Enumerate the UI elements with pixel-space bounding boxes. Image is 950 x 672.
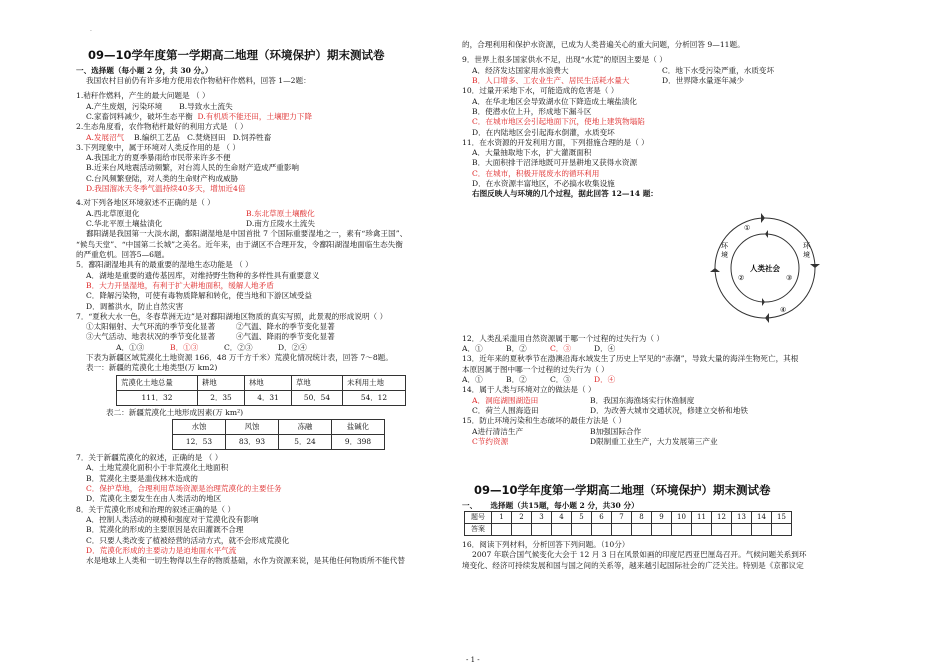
answer-blank[interactable] — [512, 524, 532, 536]
arrow-icon — [710, 268, 720, 272]
passage: 2007 年联合国气候变化大会于 12 月 3 日在风景如画的印度尼西亚巴厘岛召开。气候问题关系到环 — [472, 550, 807, 560]
table-cell: 50．54 — [292, 390, 343, 405]
answer-grid-cell: 12 — [712, 512, 732, 524]
top-mark: · — [90, 28, 92, 35]
human-environment-diagram — [700, 206, 830, 330]
question-9: 9．世界上很多国家供水不足，出现“水荒”的原因主要是（ ） — [462, 55, 667, 65]
answer-blank[interactable] — [712, 524, 732, 536]
statement: ②气温、降水的季节变化显著 — [236, 322, 335, 332]
option: D．②④ — [278, 342, 307, 352]
left-column — [76, 40, 448, 566]
answer-option: B．①③ — [170, 342, 199, 352]
statement: ③大气活动、地表状况的季节变化显著 — [86, 332, 216, 342]
option: D．在水资源丰富地区，不必搞水收集设施 — [472, 179, 615, 189]
q1-options-ab — [76, 102, 448, 112]
answer-grid-cell: 8 — [632, 512, 652, 524]
option: A．①③ — [116, 342, 145, 352]
answer-option: B．大力开垦湿地，有利于扩大耕地面积，缓解人地矛盾 — [86, 280, 274, 290]
q1-options-cd — [76, 112, 448, 122]
option: A．大量抽取地下水，扩大灌溉面积 — [472, 148, 592, 158]
option: B.编织工艺品 — [133, 132, 180, 142]
table-cell: 111．32 — [117, 390, 198, 405]
passage: “候鸟天堂”、“中国第二长城”之美名。近年来，由于湖区不合理开发，令鄱阳湖湿地面临生态失衡 — [76, 239, 403, 249]
option: C．只要人类改变了植被经营的活动方式，就不会形成荒漠化 — [86, 535, 290, 545]
option: C.华北平原土壤盐渍化 — [86, 219, 163, 228]
option: B．② — [506, 344, 527, 353]
answer-option: C．③ — [550, 344, 571, 353]
option: A．经济发达国家用水浪费大 — [472, 65, 569, 75]
answer-option: C．在城市地区会引起地面下沉，使地上建筑物塌陷 — [472, 117, 645, 127]
answer-option: C．保护草地，合理利用草场资源是治理荒漠化的主要任务 — [86, 483, 282, 493]
section-title: 选择题（共15题，每小题 2 分，共30 分） — [490, 500, 639, 510]
answer-option: A．洞庭湖围湖造田 — [472, 395, 539, 405]
question-3: 3.下列现象中，属于环境对人类反作用的是 （ ） — [76, 142, 240, 152]
table-cell: 54．12 — [343, 390, 406, 405]
answer-blank[interactable] — [612, 524, 632, 536]
answer-option: D．荒漠化形成的主要动力是迫地面水平气流 — [86, 545, 237, 555]
answer-grid-cell: 9 — [652, 512, 672, 524]
outer-label: 境 — [721, 250, 728, 259]
option: B．使潜水位上升，形成地下漏斗区 — [472, 106, 592, 116]
exam-title: 09—10学年度第一学期高二地理（环境保护）期末测试卷 — [88, 48, 385, 62]
question-4: 4.对下列各地区环境叙述不正确的是（ ） — [76, 198, 215, 208]
answer-grid — [464, 511, 792, 536]
q14-options-ab — [462, 396, 842, 406]
answer-option: C．在城市，积极开展废水的循环利用 — [472, 168, 600, 178]
answer-blank[interactable] — [692, 524, 712, 536]
figure-caption: 右图反映人与环境的几个过程，据此回答 12—14 题： — [472, 189, 658, 199]
question-7b: 7．关于新疆荒漠化的叙述，正确的是 （ ） — [76, 453, 223, 462]
table-header-cell: 风蚀 — [226, 420, 279, 435]
answer-grid-cell: 13 — [732, 512, 752, 524]
passage: 的严重危机。回答5—6题。 — [76, 249, 170, 259]
option: C.家畜饲料减少，破坏生态平衡 — [86, 111, 193, 121]
option: A．控制人类活动的规模和强度对于荒漠化没有影响 — [86, 514, 259, 524]
process-number: ③ — [786, 273, 793, 282]
option: A．湖地是重要的遗传基因库，对维持野生物种的多样性具有重要意义 — [86, 270, 320, 280]
option: D．④ — [594, 344, 616, 353]
option: B.导致水土流失 — [179, 101, 233, 111]
option: C.台风频繁登陆，对人类的生命财产构成威胁 — [86, 173, 239, 183]
process-number: ④ — [780, 305, 787, 314]
passage: 水是地球上人类和一切生物得以生存的物质基础，水作为资源来说，是其他任何物质所不能代替 — [86, 556, 405, 566]
table-header-cell: 草地 — [292, 375, 343, 390]
question-12: 12．人类乱采滥用自然资源属于哪一个过程的过失行为（ ） — [462, 333, 664, 343]
question-5: 5．鄱阳湖湿地具有的最重要的湿地生态功能是 （ ） — [76, 260, 253, 270]
option: C．③ — [550, 374, 571, 384]
answer-blank[interactable] — [652, 524, 672, 536]
q7-options — [76, 343, 448, 353]
option: D．在内陆地区会引起海水倒灌，水质变坏 — [472, 127, 615, 137]
option: D．调蓄洪水，防止自然灾害 — [86, 301, 184, 311]
answer-blank[interactable] — [552, 524, 572, 536]
option: A．① — [462, 374, 483, 384]
table-cell: 12．53 — [173, 435, 226, 450]
arrow-icon — [762, 298, 765, 306]
q4-options-ab — [76, 209, 448, 219]
answer-grid-cell: 1 — [492, 512, 512, 524]
arrow-icon — [810, 264, 820, 268]
answer-blank[interactable] — [632, 524, 652, 536]
passage: 境变化、经济可持续发展和国与国之间的关系等，越来越引起国际社会的广泛关注。特别是《京都议定 — [462, 560, 804, 570]
question-13: 13．近年来的夏秋季节在渤澳沿海水域发生了历史上罕见的“赤潮”，导致大量的海洋生物死亡，其根 — [462, 354, 799, 364]
question-2: 2.生态角度看，农作物秸杆最好的利用方式是 （ ） — [76, 122, 248, 132]
option: A.产生废烟，污染环境 — [86, 101, 163, 111]
question-15: 15．防止环境污染和生态破坏的最佳方法是（ ） — [462, 416, 626, 426]
option: B．大面积排干沼泽地既可开垦耕地又获得水资源 — [472, 158, 638, 168]
arrow-icon — [765, 230, 768, 238]
page-number: - 1 - — [466, 656, 480, 664]
answer-option: C节约资源 — [472, 436, 509, 446]
answer-grid-cell: 6 — [592, 512, 612, 524]
table-cell: 4．31 — [245, 390, 292, 405]
answer-option: B．人口增多、工农业生产、居民生活耗水量大 — [472, 75, 630, 85]
answer-grid-cell: 7 — [612, 512, 632, 524]
cycle-diagram-svg — [700, 206, 830, 330]
section-number: 一、 — [462, 500, 478, 510]
option: A．① — [462, 344, 483, 353]
table-cell: 9．398 — [332, 435, 385, 450]
answer-blank[interactable] — [772, 524, 792, 536]
option: D．为改善大城市交通状况，修建立交桥和地铁 — [590, 405, 748, 415]
table-header-cell: 耕地 — [198, 375, 245, 390]
question-13-cont: 本原因属于图中哪一个过程的过失行为（ ） — [462, 364, 609, 374]
exam-title-repeat: 09—10学年度第一学期高二地理（环境保护）期末测试卷 — [474, 483, 771, 498]
answer-option: B.东北草原土壤酸化 — [246, 208, 315, 218]
q9-options-bd — [462, 76, 842, 86]
q9-options-ac — [462, 66, 842, 76]
passage: 的，合理利用和保护水资源，已成为人类普遍关心的重大问题，分析回答 9—11题。 — [462, 40, 745, 49]
answer-blank[interactable] — [592, 524, 612, 536]
statement: ①太阳辐射、大气环流的季节变化显著 — [86, 322, 216, 332]
answer-grid-cell: 15 — [772, 512, 792, 524]
option: C.焚烧回田 — [187, 132, 226, 142]
question-1: 1.秸秆作燃料，产生的最大问题是 （ ） — [76, 91, 210, 101]
q2-options — [76, 133, 448, 143]
question-10: 10．过量开采地下水，可能造成的危害是（ ） — [462, 86, 619, 96]
option: B加强国际合作 — [590, 426, 642, 436]
answer-grid-cell: 题号 — [465, 512, 492, 524]
arrow-icon — [761, 213, 765, 223]
outer-label: 环 — [721, 241, 728, 250]
section-heading — [462, 501, 842, 511]
option: D．世界降水量逐年减少 — [662, 75, 745, 85]
arrow-icon — [765, 313, 769, 323]
option: C．荷兰人围海造田 — [472, 405, 539, 415]
desertification-table-1 — [116, 375, 406, 406]
desertification-table-2 — [172, 419, 385, 450]
option: C．②③ — [224, 342, 253, 352]
option: A．在华北地区会导致湖水位下降造成土壤盐渍化 — [472, 96, 637, 106]
question-16: 16．阅读下列材料，分析回答下列问题。（10分） — [462, 540, 630, 550]
q13-options — [462, 375, 842, 385]
answer-grid-cell: 11 — [692, 512, 712, 524]
answer-blank[interactable] — [732, 524, 752, 536]
process-number: ① — [744, 223, 751, 232]
q15-options-cd — [462, 437, 842, 447]
answer-blank[interactable] — [752, 524, 772, 536]
answer-option: D.有机质不能还田，土壤肥力下降 — [197, 111, 313, 121]
option: A.我国北方的夏季暴雨给市民带来许多不便 — [86, 153, 231, 163]
passage: 下表为新疆区域荒漠化土地资源 166．48 万千方千米）荒漠化情况统计表，回答 7～8题。 — [86, 353, 393, 363]
question-7: 7．“夏秋大水一色，冬春草洲无边”是对鄱阳湖地区物质的真实写照，此景观的形成说明（ ） — [76, 311, 388, 321]
question-8: 8．关于荒漠化形成和治理的叙述正确的是（ ） — [76, 504, 236, 514]
q12-options — [462, 344, 842, 354]
answer-grid-cell: 3 — [532, 512, 552, 524]
question-14: 14．属于人类与环境对立的做法是（ ） — [462, 385, 596, 395]
q7-statements-1 — [76, 322, 448, 332]
answer-blank[interactable] — [572, 524, 592, 536]
center-label: 人类社会 — [750, 263, 780, 273]
passage: 鄱阳湖是我国第一大淡水湖，鄱阳湖湿地是中国首批 7 个国际重要湿地之一，素有“珍禽王国”、 — [86, 229, 408, 239]
table-header-cell: 林地 — [245, 375, 292, 390]
option: B．我国东海渔场实行休渔制度 — [590, 395, 695, 405]
statement: ④气温、降雨的季节变化显著 — [236, 332, 335, 342]
section-heading: 一、选择题（每小题 2 分，共 30 分。） — [76, 65, 213, 75]
q7-statements-2 — [76, 332, 448, 342]
answer-grid-cell: 5 — [572, 512, 592, 524]
option: D.饲养牲畜 — [232, 132, 272, 142]
option: D限制重工业生产，大力发展第三产业 — [590, 436, 718, 446]
option: B．荒漠化主要是滥伐林木造成的 — [86, 473, 198, 483]
answer-grid-cell: 10 — [672, 512, 692, 524]
option: C．降解污染物，可使有毒物质降解和转化，使当地和下游区域受益 — [86, 291, 313, 301]
table-header-cell: 荒漠化土地总量 — [117, 375, 198, 390]
table-cell: 2．35 — [198, 390, 245, 405]
table1-caption: 表一：新疆的荒漠化土地类型(万 km2) — [86, 363, 218, 373]
answer-blank[interactable] — [672, 524, 692, 536]
answer-grid-cell: 14 — [752, 512, 772, 524]
right-column — [462, 40, 842, 571]
table-cell: 5．24 — [279, 435, 332, 450]
option: B.近来台风地震活动频繁，对台湾人民的生命财产造成严重影响 — [86, 163, 300, 173]
answer-grid-cell: 4 — [552, 512, 572, 524]
answer-option: D．④ — [594, 374, 616, 384]
outer-label: 境 — [803, 250, 810, 259]
answer-blank[interactable] — [532, 524, 552, 536]
option: A进行清洁生产 — [472, 426, 524, 436]
table-cell: 83．93 — [226, 435, 279, 450]
q14-options-cd — [462, 406, 842, 416]
q15-options-ab — [462, 427, 842, 437]
option: A．土地荒漠化面积小于非荒漠化土地面积 — [86, 463, 229, 473]
option: A.西北草原退化 — [86, 208, 140, 218]
outer-label: 环 — [803, 241, 810, 250]
q4-options-cd — [76, 219, 448, 229]
answer-grid-cell: 2 — [512, 512, 532, 524]
table-header-cell: 水蚀 — [173, 420, 226, 435]
option: C．地下水受污染严重，水质变坏 — [662, 65, 775, 75]
answer-option: A.发展沼气 — [86, 132, 125, 142]
table-header-cell: 未利用土地 — [343, 375, 406, 390]
answer-row-label: 答案 — [465, 524, 492, 536]
option: D.南方丘陵水土流失 — [246, 219, 315, 228]
table-header-cell: 盐碱化 — [332, 420, 385, 435]
answer-blank[interactable] — [492, 524, 512, 536]
intro-text: 我国农村目前仍有许多地方使用农作物秸秆作燃料，回答 1—2题： — [86, 75, 311, 85]
option: B．荒漠化的形成的主要原因是农田灌溉不合理 — [86, 525, 244, 535]
table-header-cell: 冻融 — [279, 420, 332, 435]
process-number: ② — [738, 273, 745, 282]
answer-option: D.我国溜冰天冬季气温持续40多天，增加近4倍 — [86, 184, 246, 194]
question-11: 11．在水资源的开发利用方面，下列措施合理的是（ ） — [462, 137, 649, 147]
option: D．荒漠化主要发生在由人类活动的地区 — [86, 494, 222, 504]
table2-caption: 表二：新疆荒漠化土地形成因素(万 km²) — [106, 407, 244, 417]
option: B．② — [506, 374, 527, 384]
